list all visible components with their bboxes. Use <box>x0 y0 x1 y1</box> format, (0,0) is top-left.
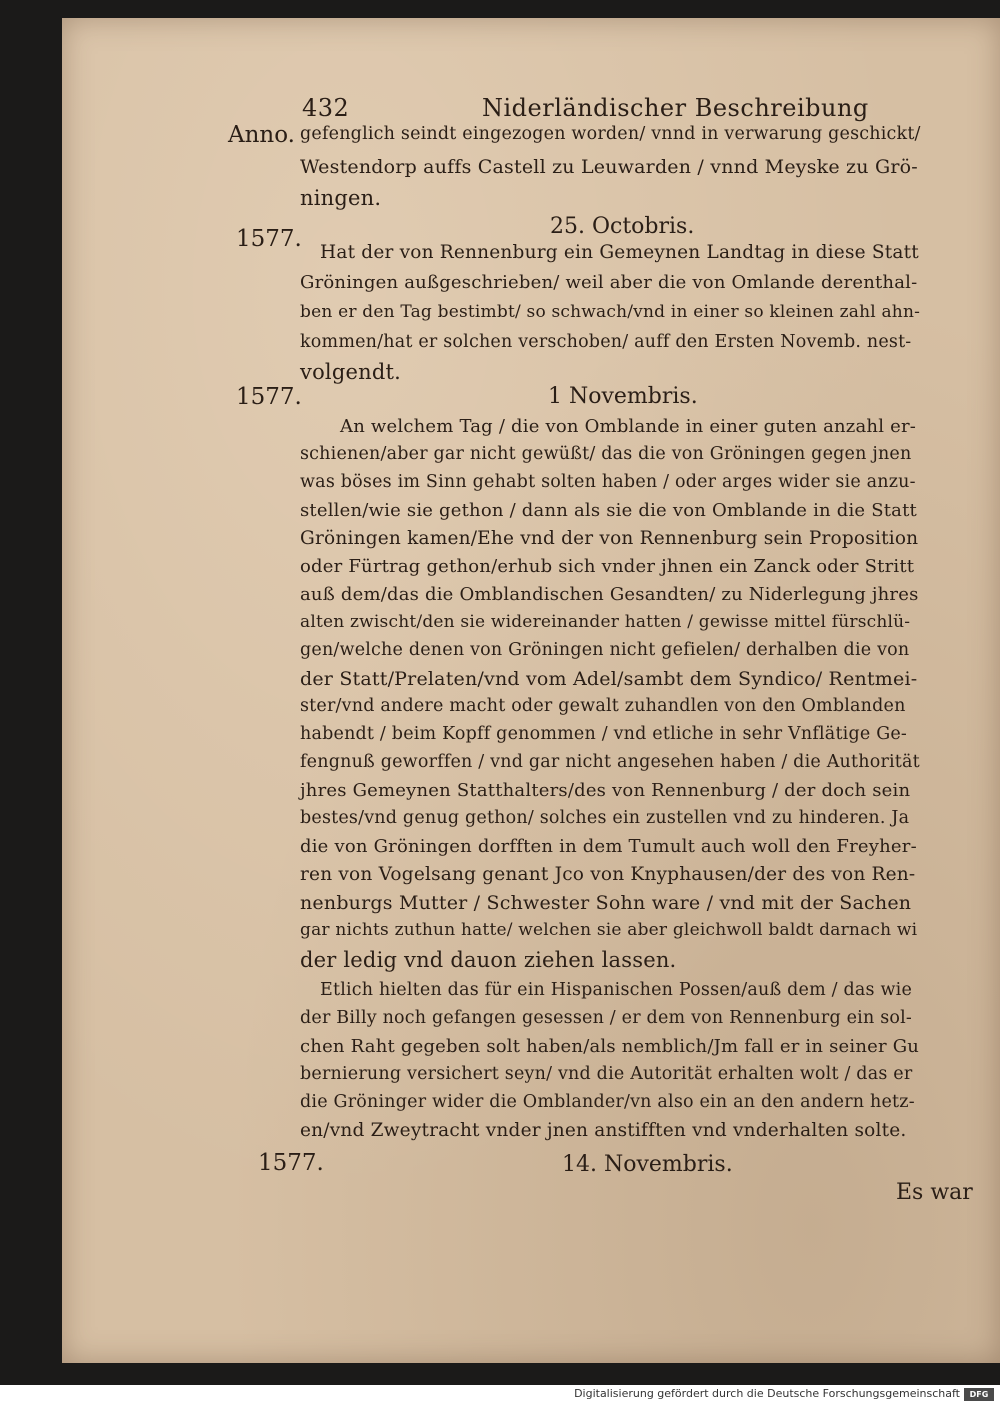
date-heading: 14. Novembris. <box>562 1152 733 1177</box>
text-line: nenburgs Mutter / Schwester Sohn ware / vnd mit der Sachen <box>300 892 912 914</box>
text-line: gefenglich seindt eingezogen worden/ vnnd in verwarung geschickt/ <box>300 124 921 144</box>
text-line: stellen/wie sie gethon / dann als sie die von Omblande in die Statt <box>300 500 917 521</box>
margin-year: 1577. <box>236 226 302 252</box>
text-line: ster/vnd andere macht oder gewalt zuhandlen von den Omblanden <box>300 696 906 716</box>
text-line: oder Fürtrag gethon/erhub sich vnder jhnen ein Zanck oder Stritt <box>300 556 915 577</box>
margin-year: 1577. <box>236 384 302 410</box>
text-line: auß dem/das die Omblandischen Gesandten/ zu Niderlegung jhres <box>300 584 919 605</box>
text-line: ningen. <box>300 186 382 210</box>
text-line: der ledig vnd dauon ziehen lassen. <box>300 948 677 972</box>
text-line: gen/welche denen von Gröningen nicht gefielen/ derhalben die von <box>300 640 910 660</box>
margin-anno: Anno. <box>228 122 295 148</box>
text-line: volgendt. <box>300 360 401 384</box>
text-line: bernierung versichert seyn/ vnd die Autorität erhalten wolt / das er <box>300 1064 913 1084</box>
text-line: ren von Vogelsang genant Jco von Knyphausen/der des von Ren- <box>300 864 916 885</box>
text-line: die Gröninger wider die Omblander/vn also ein an den andern hetz- <box>300 1092 915 1112</box>
text-line: jhres Gemeynen Statthalters/des von Rennenburg / der doch sein <box>300 780 911 801</box>
text-line: Gröningen außgeschrieben/ weil aber die von Omlande derenthal- <box>300 272 918 293</box>
footer-credit: Digitalisierung gefördert durch die Deutsche Forschungsgemeinschaft <box>574 1387 960 1400</box>
text-line: Hat der von Rennenburg ein Gemeynen Landtag in diese Statt <box>320 242 919 263</box>
book-page <box>62 18 1000 1363</box>
margin-year: 1577. <box>258 1150 324 1176</box>
text-line: gar nichts zuthun hatte/ welchen sie aber gleichwoll baldt darnach wi <box>300 920 918 940</box>
running-title: Niderländischer Beschreibung <box>482 94 869 122</box>
text-line: schienen/aber gar nicht gewüßt/ das die von Gröningen gegen jnen <box>300 444 912 464</box>
digitization-footer <box>0 1385 1000 1404</box>
date-heading: 25. Octobris. <box>550 214 695 239</box>
text-line: ben er den Tag bestimbt/ so schwach/vnd in einer so kleinen zahl ahn- <box>300 302 921 322</box>
text-line: fengnuß geworffen / vnd gar nicht angesehen haben / die Authorität <box>300 752 920 772</box>
text-line: die von Gröningen dorfften in dem Tumult auch woll den Freyher- <box>300 836 917 857</box>
text-line: chen Raht gegeben solt haben/als nemblich/Jm fall er in seiner Gu <box>300 1036 920 1057</box>
text-line: was böses im Sinn gehabt solten haben / oder arges wider sie anzu- <box>300 472 916 492</box>
text-line: An welchem Tag / die von Omblande in einer guten anzahl er- <box>340 416 917 437</box>
dfg-logo: DFG <box>964 1388 994 1401</box>
text-line: en/vnd Zweytracht vnder jnen anstifften vnd vnderhalten solte. <box>300 1120 907 1141</box>
text-line: der Statt/Prelaten/vnd vom Adel/sambt dem Syndico/ Rentmei- <box>300 668 918 690</box>
date-heading: 1 Novembris. <box>548 384 698 409</box>
text-line: bestes/vnd genug gethon/ solches ein zustellen vnd zu hinderen. Ja <box>300 808 910 828</box>
text-line: alten zwischt/den sie widereinander hatten / gewisse mittel fürschlü- <box>300 612 911 632</box>
text-line: Gröningen kamen/Ehe vnd der von Rennenburg sein Proposition <box>300 528 919 549</box>
text-line: habendt / beim Kopff genommen / vnd etliche in sehr Vnflätige Ge- <box>300 724 908 744</box>
text-line: Westendorp auffs Castell zu Leuwarden / vnnd Meyske zu Grö- <box>300 156 918 178</box>
text-line: der Billy noch gefangen gesessen / er dem von Rennenburg ein sol- <box>300 1008 913 1028</box>
text-line: kommen/hat er solchen verschoben/ auff den Ersten Novemb. nest- <box>300 332 912 352</box>
catchword: Es war <box>896 1180 973 1205</box>
text-line: Etlich hielten das für ein Hispanischen Possen/auß dem / das wie <box>320 980 913 1000</box>
page-number: 432 <box>302 94 350 122</box>
